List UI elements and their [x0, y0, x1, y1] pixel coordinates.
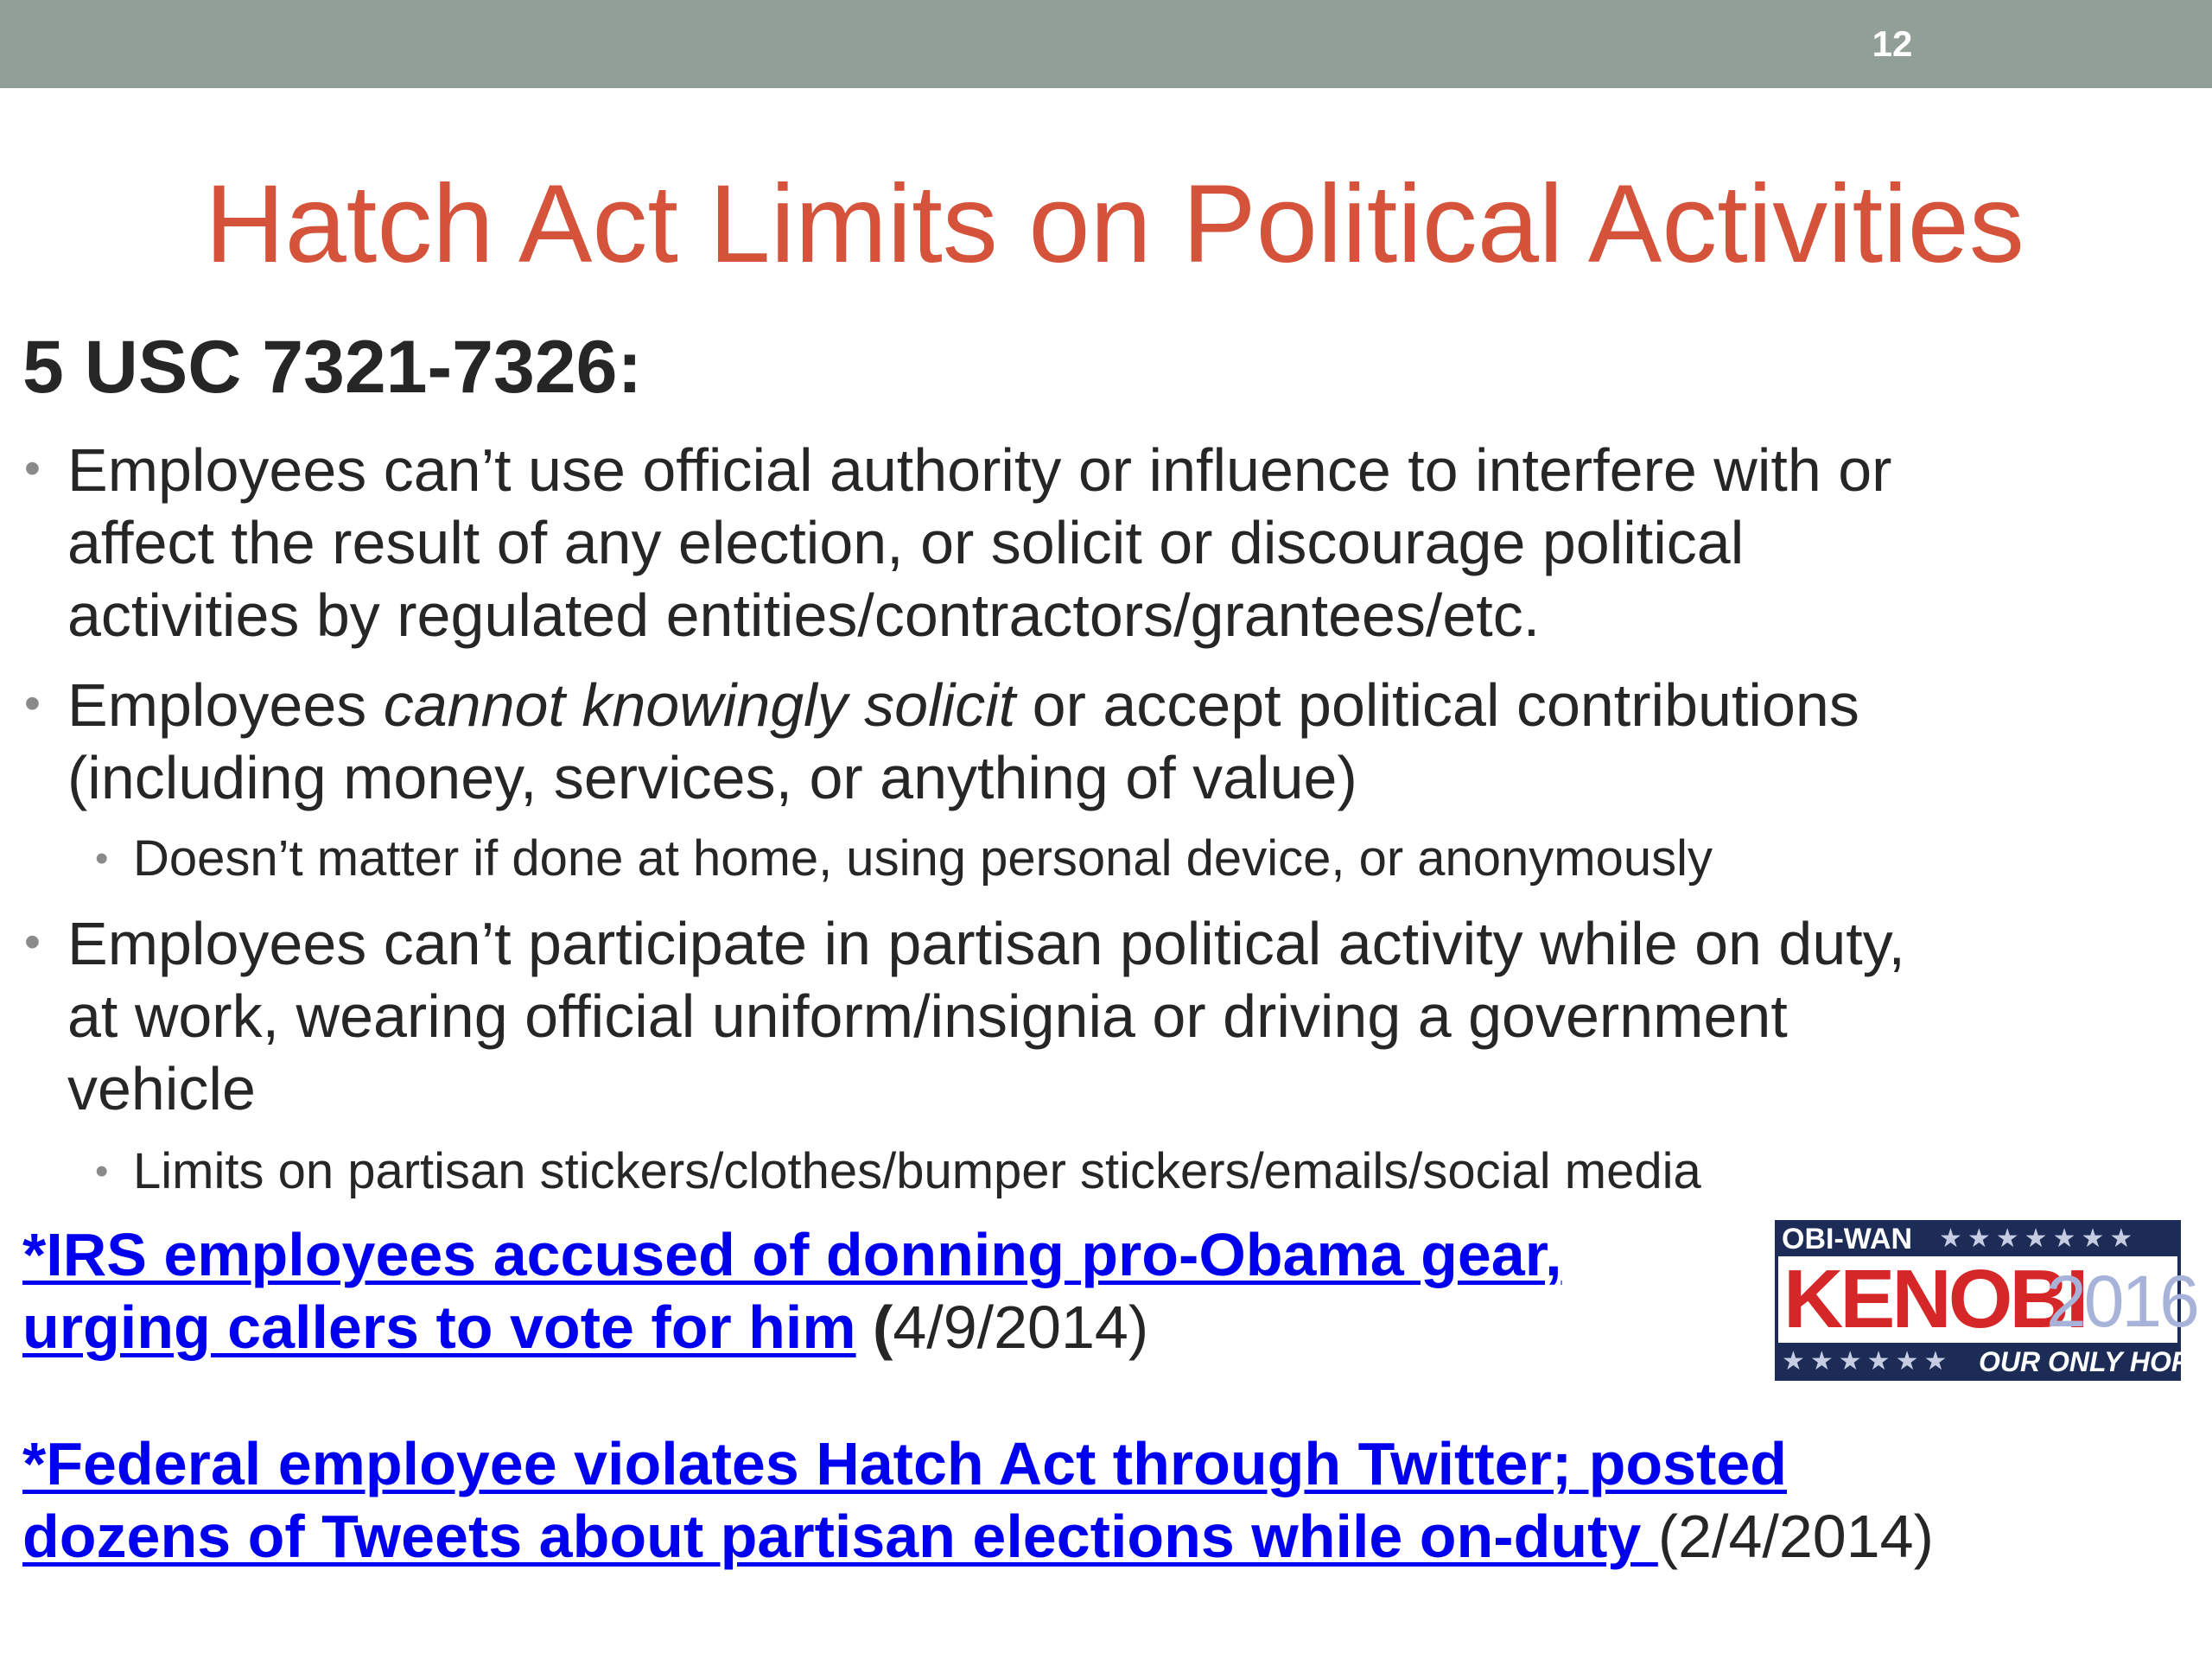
sticker-year: 2016	[2046, 1261, 2197, 1342]
bullet-line: affect the result of any election, or solicit or discourage political	[67, 509, 1745, 576]
bullet-dot-icon: •	[95, 837, 109, 880]
bullet-line: vehicle	[67, 1055, 256, 1122]
sticker-name: KENOBI	[1783, 1253, 2086, 1345]
irs-article-link-cont[interactable]: urging callers to vote for him	[22, 1294, 856, 1361]
bullet-text: or accept political contributions	[1015, 671, 1859, 739]
sticker-name-band	[1778, 1253, 2197, 1345]
bullet-line	[67, 669, 1859, 741]
sticker-tagline: OUR ONLY HOPE	[1979, 1346, 2209, 1377]
bullet-dot-icon: •	[24, 677, 41, 729]
bullet-line: at work, wearing official uniform/insignia or driving a government	[67, 982, 1788, 1050]
link-line	[22, 1427, 1934, 1500]
sub-bullet-text: Doesn’t matter if done at home, using personal device, or anonymously	[133, 830, 1713, 887]
sticker-stars-bottom-icon: ★★★★★★	[1782, 1347, 1953, 1376]
sticker-stars-top-icon: ★★★★★★★	[1939, 1224, 2139, 1253]
article-date: (2/4/2014)	[1657, 1503, 1934, 1570]
bullet-line: Employees can’t use official authority or influence to interfere with or	[67, 436, 1892, 504]
link-line	[22, 1500, 1934, 1573]
news-item-twitter	[22, 1427, 1934, 1573]
top-bar	[0, 0, 2212, 88]
bullet-line: activities by regulated entities/contractors/grantees/etc.	[67, 582, 1541, 649]
bullet-authority	[24, 434, 1892, 652]
link-line	[22, 1291, 1562, 1363]
sub-bullet-limits	[95, 1141, 1701, 1203]
twitter-article-link-cont[interactable]: dozens of Tweets about partisan elections while on-duty	[22, 1503, 1658, 1570]
paren-text: (	[855, 1294, 893, 1361]
bullet-line: Employees can’t participate in partisan political activity while on duty,	[67, 910, 1905, 977]
bullet-partisan	[24, 907, 1905, 1125]
link-line	[22, 1218, 1562, 1291]
bullet-dot-icon: •	[24, 442, 41, 494]
statute-heading: 5 USC 7321-7326:	[22, 326, 643, 409]
irs-article-link[interactable]: *IRS employees accused of donning pro-Obama gear,	[22, 1221, 1562, 1288]
bullet-text: Employees	[67, 671, 384, 739]
kenobi-bumper-sticker	[1775, 1220, 2209, 1381]
emphasis-text: cannot knowingly solicit	[383, 671, 1016, 739]
sub-bullet-anywhere	[95, 828, 1713, 890]
bullet-dot-icon: •	[95, 1150, 109, 1192]
slide-title: Hatch Act Limits on Political Activities	[205, 162, 2024, 286]
slide-number: 12	[1872, 23, 1913, 64]
article-date: 4/9/2014)	[893, 1294, 1149, 1361]
bullet-line: (including money, services, or anything of value)	[67, 744, 1357, 811]
bullet-dot-icon: •	[24, 916, 41, 968]
sub-bullet-text: Limits on partisan stickers/clothes/bumper stickers/emails/social media	[133, 1143, 1701, 1199]
bullet-solicit	[24, 669, 1859, 814]
news-item-irs	[22, 1218, 1562, 1363]
sticker-top-text: OBI-WAN	[1782, 1223, 1913, 1255]
twitter-article-link[interactable]: *Federal employee violates Hatch Act through Twitter; posted	[22, 1430, 1788, 1497]
